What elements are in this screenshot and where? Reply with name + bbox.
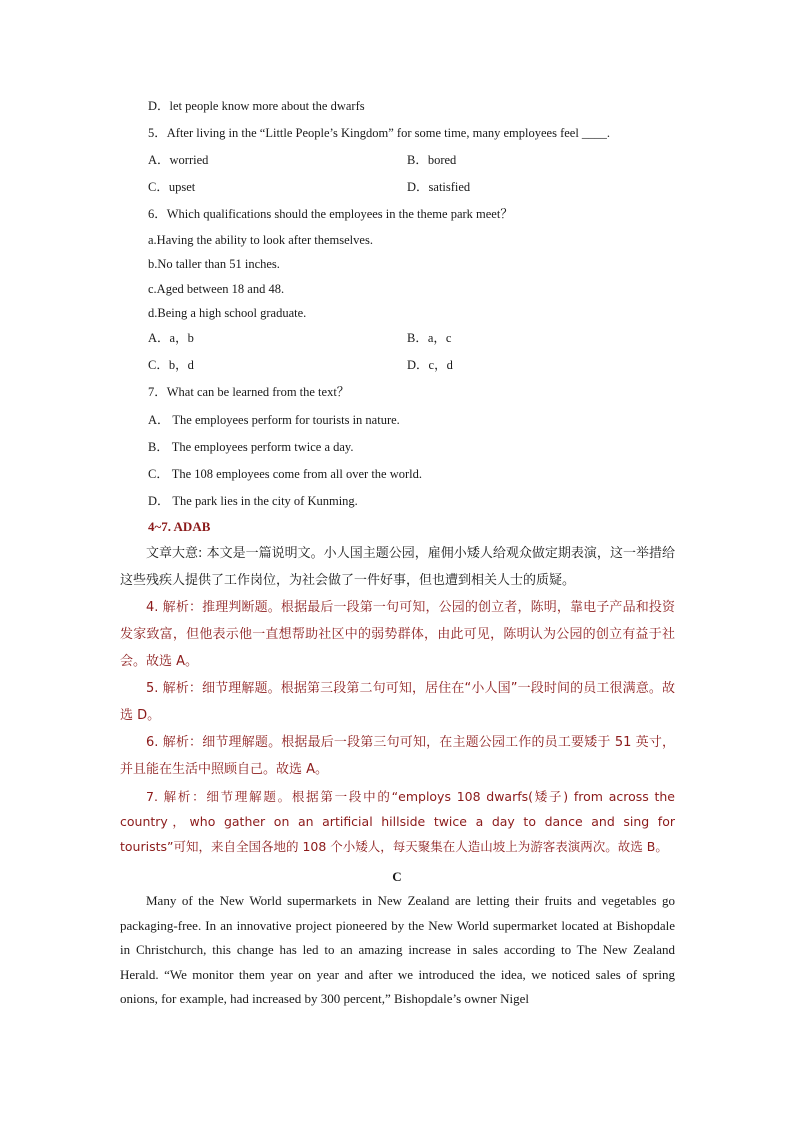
q5-stem: 5．After living in the “Little People’s Kingdom” for some time, many employees feel ____.	[148, 126, 611, 140]
q6-option-b: B．a，c	[407, 331, 452, 345]
q5-option-b: B．bored	[407, 153, 457, 167]
explanation-6: 6. 解析：细节理解题。根据最后一段第三句可知，在主题公园工作的员工要矮于 51 英寸，并且能在生活中照顾自己。故选 A。	[120, 735, 675, 777]
section-c-paragraph: Many of the New World supermarkets in New Zealand are letting their fruits and vegetables go packaging-free. In an innovative project pioneered by the New World supermarket located at Bishopdale in Christchurch, this change has led to an amazing increase in sales according to The New Zealand Herald. “We monitor them year on year and after we introduced the idea, we noticed sales of spring onions, for example, had increased by 300 percent,” Bishopdale’s owner Nigel	[120, 893, 675, 1006]
q7-stem: 7．What can be learned from the text？	[148, 385, 350, 399]
explanation-7: 7. 解析：细节理解题。根据第一段中的“employs 108 dwarfs(矮子) from across the country，who gather on an artificial hillside twice a day to dance and sing for tourists”可知，来自全国各地的 108 个小矮人，每天聚集在人造山坡上为游客表演两次。故选 B。	[120, 789, 675, 854]
explanation-4: 4. 解析：推理判断题。根据最后一段第一句可知，公园的创立者，陈明，靠电子产品和投资发家致富，但他表示他一直想帮助社区中的弱势群体，由此可见，陈明认为公园的创立有益于社会。故选 A。	[120, 600, 675, 669]
section-c-label: C	[392, 869, 402, 884]
q6-item-b: b.No taller than 51 inches.	[148, 257, 280, 271]
q6-option-c: C．b，d	[148, 358, 194, 372]
article-summary: 文章大意: 本文是一篇说明文。小人国主题公园，雇佣小矮人给观众做定期表演，这一举措给这些残疾人提供了工作岗位，为社会做了一件好事，但也遭到相关人士的质疑。	[120, 546, 675, 588]
q7-option-a: A． The employees perform for tourists in nature.	[148, 413, 400, 427]
q6-item-c: c.Aged between 18 and 48.	[148, 282, 285, 296]
q7-option-c: C． The 108 employees come from all over the world.	[148, 467, 423, 481]
q6-item-d: d.Being a high school graduate.	[148, 306, 307, 320]
q5-option-d: D．satisfied	[407, 180, 471, 194]
q5-option-a: A．worried	[148, 153, 209, 167]
q7-option-d: D． The park lies in the city of Kunming.	[148, 494, 358, 508]
q6-item-a: a.Having the ability to look after themselves.	[148, 233, 373, 247]
q6-option-d: D．c，d	[407, 358, 453, 372]
q6-option-a: A．a，b	[148, 331, 194, 345]
q4-option-d: D．let people know more about the dwarfs	[148, 99, 365, 113]
explanation-5: 5. 解析：细节理解题。根据第三段第二句可知，居住在“小人国”一段时间的员工很满意。故选 D。	[120, 681, 675, 723]
answer-key-heading: 4~7. ADAB	[148, 519, 211, 534]
q6-stem: 6．Which qualifications should the employees in the theme park meet？	[148, 207, 513, 221]
q5-option-c: C．upset	[148, 180, 196, 194]
q7-option-b: B． The employees perform twice a day.	[148, 440, 354, 454]
